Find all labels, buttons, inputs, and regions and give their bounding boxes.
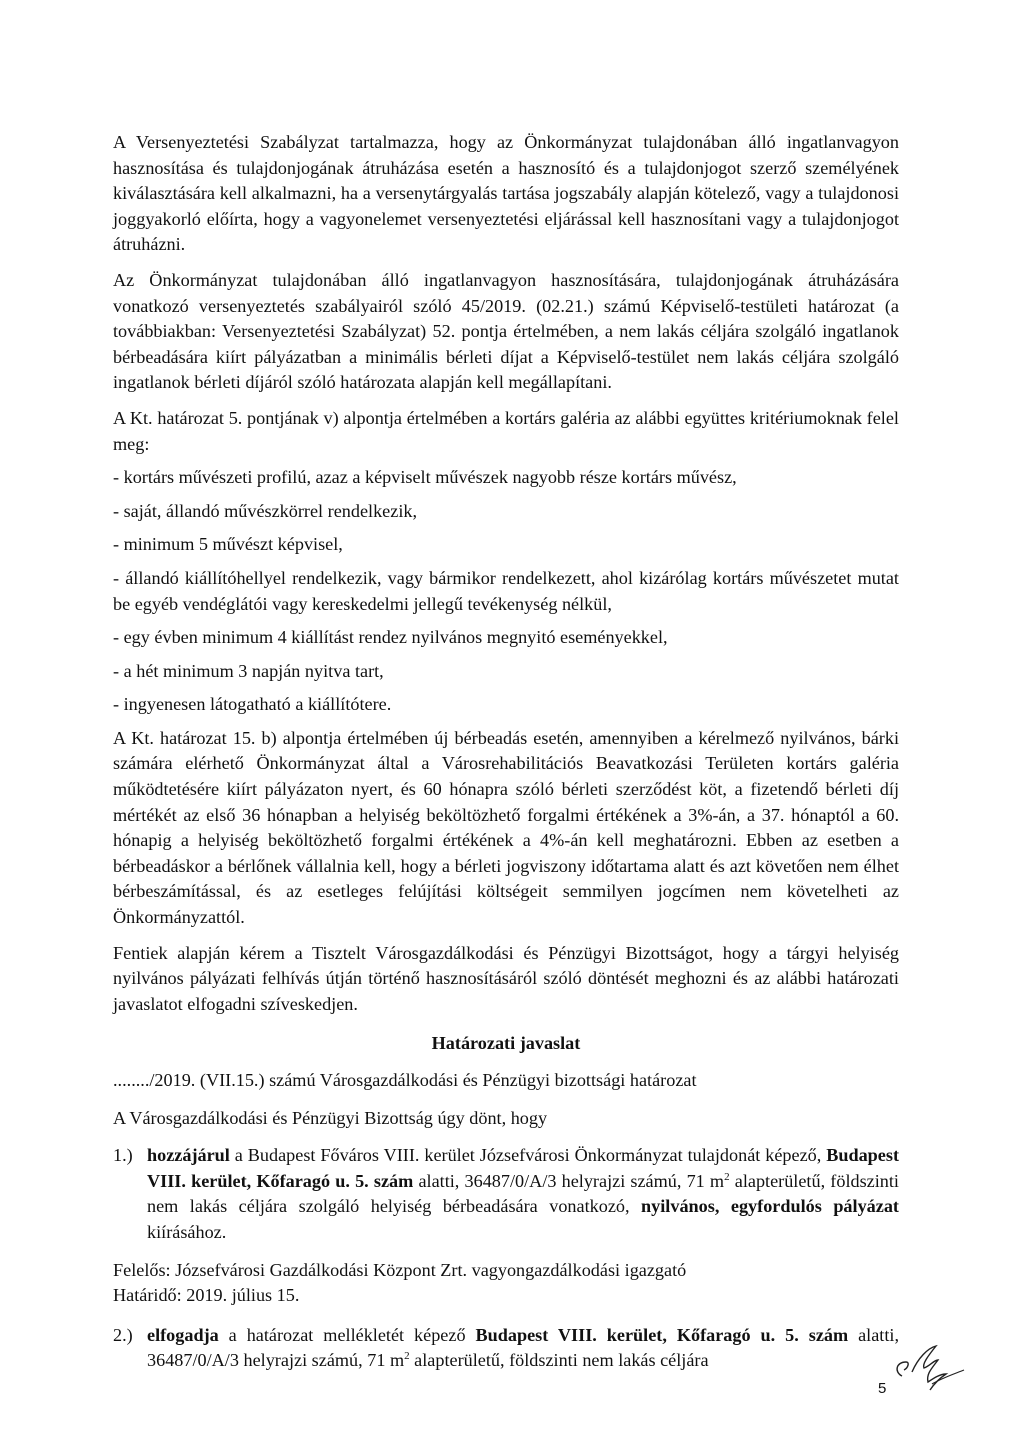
criteria-item: - saját, állandó művészkörrel rendelkezik, — [113, 500, 418, 521]
responsible-line: Felelős: Józsefvárosi Gazdálkodási Központ Zrt. vagyongazdálkodási igazgató — [113, 1259, 687, 1280]
item-keyword: hozzájárul — [147, 1145, 230, 1166]
superscript: 2 — [724, 1170, 730, 1183]
item-text — [147, 1143, 899, 1245]
property-address: Budapest VIII. kerület, Kőfaragó u. 5. szám — [147, 1145, 899, 1191]
superscript: 2 — [404, 1350, 410, 1363]
item-number: 2.) — [113, 1324, 133, 1345]
item-number: 1.) — [113, 1145, 133, 1166]
criteria-item: - a hét minimum 3 napján nyitva tart, — [113, 660, 384, 681]
item-text-part: a határozat mellékletét képező — [218, 1324, 476, 1345]
item-text-part: alapterületű, földszinti nem lakás céljára szolgáló helyiség bérbeadására vonatkozó, — [147, 1170, 899, 1217]
item-text-part: alatti, 36487/0/A/3 helyrajzi számú, 71 m — [413, 1170, 725, 1191]
criteria-list — [113, 465, 899, 718]
document-body — [113, 130, 899, 1374]
property-address: Budapest VIII. kerület, Kőfaragó u. 5. szám — [475, 1324, 849, 1345]
criteria-item: - állandó kiállítóhellyel rendelkezik, vagy bármikor rendelkezett, ahol kizárólag kortárs művészetet mutat be egyéb vendéglátói vagy kereskedelmi jellegű tevékenység nélkül, — [113, 567, 899, 614]
criteria-item: - minimum 5 művészt képvisel, — [113, 534, 343, 555]
page-number: 5 — [878, 1380, 887, 1397]
item-keyword: elfogadja — [147, 1324, 219, 1345]
criteria-item: - kortárs művészeti profilú, azaz a képviselt művészek nagyobb része kortárs művész, — [113, 467, 737, 488]
paragraph-request: Fentiek alapján kérem a Tisztelt Városgazdálkodási és Pénzügyi Bizottságot, hogy a tárgyi helyiség nyilvános pályázati felhívás útján történő hasznosításáról szóló döntését meghozni és az alábbi határozati javaslatot elfogadni szíveskedjen. — [113, 942, 899, 1014]
item-text-part: kiírásához. — [147, 1221, 227, 1242]
resolution-item-2 — [113, 1323, 899, 1374]
criteria-item: - egy évben minimum 4 kiállítást rendez nyilvános megnyitó eseményekkel, — [113, 627, 668, 648]
item-text — [147, 1323, 899, 1374]
paragraph-rent-calculation: A Kt. határozat 15. b) alpontja értelmében új bérbeadás esetén, amennyiben a kérelmező nyilvános, bárki számára elérhető Önkormányzat által a Városrehabilitációs Beavatkozási Területen kortárs galéria működtetésére kiírt pályázaton nyert, és 60 hónapra szóló bérleti szerződést köt, a fizetendő bérleti díj mértékét az első 36 hónapban a helyiség beköltözhető forgalmi értékének a 3%-án, a 37. hónaptól a 60. hónapig a helyiség beköltözhető forgalmi értékének a 4%-án kell meghatározni. Ebben az esetben a bérbeadáskor a bérlőnek vállalnia kell, hogy a bérleti jogviszony időtartama alatt és azt követően nem élhet bérbeszámítással, és az esetleges felújítási költségeit semmilyen jogcímen nem követelheti az Önkormányzattól. — [113, 727, 899, 928]
resolution-number-line: ......../2019. (VII.15.) számú Városgazdálkodási és Pénzügyi bizottsági határozat — [113, 1070, 697, 1090]
paragraph-minimum-rent: Az Önkormányzat tulajdonában álló ingatlanvagyon hasznosítására, tulajdonjogának átruházására vonatkozó versenyeztetés szabályairól szóló 45/2019. (02.21.) számú Képviselő-testületi határozat (a továbbiakban: Versenyeztetési Szabályzat) 52. pontja értelmében, a nem lakás céljára szolgáló ingatlanok bérbeadására kiírt pályázatban a minimális bérleti díjat a Képviselő-testület nem lakás céljára szolgáló ingatlanok bérleti díjáról szóló határozata alapján kell megállapítani. — [113, 269, 899, 393]
resolution-intro: A Városgazdálkodási és Pénzügyi Bizottság úgy dönt, hogy — [113, 1107, 548, 1128]
deadline-line: Határidő: 2019. július 15. — [113, 1285, 300, 1306]
item-text-part: alatti, 36487/0/A/3 helyrajzi számú, 71 m — [147, 1324, 899, 1371]
resolution-heading: Határozati javaslat — [431, 1033, 581, 1054]
paragraph-gallery-criteria-intro: A Kt. határozat 5. pontjának v) alpontja értelmében a kortárs galéria az alábbi együttes kritériumoknak felel meg: — [113, 407, 899, 454]
tender-type: nyilvános, egyfordulós pályázat — [641, 1196, 899, 1217]
resolution-item-1 — [113, 1143, 899, 1245]
criteria-item: - ingyenesen látogatható a kiállítótere. — [113, 694, 392, 715]
item-text-part: alapterületű, földszinti nem lakás céljára — [409, 1350, 709, 1371]
handwritten-signature-icon — [888, 1338, 968, 1394]
item-text-part: a Budapest Főváros VIII. kerület Józsefvárosi Önkormányzat tulajdonát képező, — [229, 1145, 827, 1166]
paragraph-tender-rules: A Versenyeztetési Szabályzat tartalmazza, hogy az Önkormányzat tulajdonában álló ingatlanvagyon hasznosítása és tulajdonjogának átruházása esetén a hasznosító és a tulajdonjogot szerző személyének kiválasztására kell alkalmazni, ha a versenytárgyalás tartása jogszabály alapján kötelező, vagy a tulajdonosi joggyakorló előírta, hogy a vagyonelemet versenyeztetési eljárással kell hasznosítani vagy a tulajdonjogot átruházni. — [113, 132, 899, 255]
